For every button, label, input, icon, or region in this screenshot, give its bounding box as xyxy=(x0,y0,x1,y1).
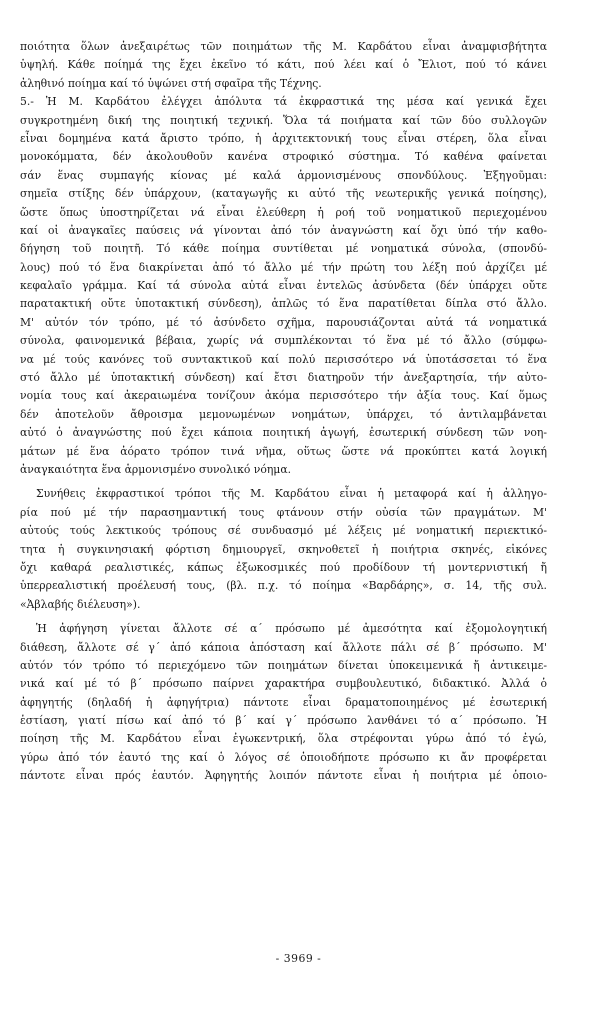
text-line: πάντοτε εἶναι πρός ἑαυτόν. Ἀφηγητής λοιπόν πάντοτε εἶναι ἡ ποιήτρια μέ ὁποιο- xyxy=(20,769,547,783)
text-line: δέν ἀποτελοῦν ἄθροισμα μεμονωμένων νοημάτων, ὑπάρχει, τό ἀντιλαμβάνεται xyxy=(20,407,547,421)
page-number: - 3969 - xyxy=(275,952,322,965)
text-line: εἶναι δομημένα κατά ἄριστο τρόπο, ἡ ἀρχιτεκτονική τους εἶναι στέρεη, ὅλα εἶναι xyxy=(20,131,547,145)
text-line: να μέ τούς κανόνες τοῦ συντακτικοῦ καί πολύ περισσότερο νά ὑποτάσσεται τό ἕνα xyxy=(20,352,547,366)
text-line: διάθεση, ἄλλοτε σέ γ΄ ἀπό κάποια ἀπόσταση καί ἄλλοτε πάλι σέ β΄ πρόσωπο. Μ' xyxy=(20,640,547,654)
text-line: ὥστε ὅπως ὑποστηρίζεται νά εἶναι ἐλεύθερη ἡ ροή τοῦ νοηματικοῦ περιεχομένου xyxy=(20,205,547,219)
page-body xyxy=(20,38,547,786)
text-line: παρατακτική οὔτε ὑποτακτική σύνδεση), ἁπλῶς τό ἕνα παρατίθεται δίπλα στό ἄλλο. xyxy=(20,297,547,311)
text-line: 5.- Ἡ Μ. Καρδάτου ἐλέγχει ἀπόλυτα τά ἐκφραστικά της μέσα καί γενικά ἔχει xyxy=(20,95,547,109)
text-line: ὄχι καθαρά ρεαλιστικές, κάπως ἐξωκοσμικές πού προδίδουν τή μοντερνιστική ἤ xyxy=(20,560,547,574)
text-line: μάτων μέ ἕνα ἀόρατο τρόπον τινά νῆμα, οὕτως ὥστε νά προκύπτει κατά λογική xyxy=(20,444,547,458)
paragraph xyxy=(20,620,547,786)
text-line: σημεῖα στίξης δέν ὑπάρχουν, (καταγωγῆς κι αὐτό τῆς νεωτερικῆς γενικά ποίησης), xyxy=(20,187,547,201)
text-line: τητα ἡ συγκινησιακή φόρτιση δημιουργεῖ, σκηνοθετεῖ ἡ ποιήτρια σκηνές, εἰκόνες xyxy=(20,542,547,556)
text-line: ποιότητα ὅλων ἀνεξαιρέτως τῶν ποιημάτων τῆς Μ. Καρδάτου εἶναι ἀναμφισβήτητα xyxy=(20,40,547,53)
text-line: κεφαλαῖο γράμμα. Καί τά σύνολα αὐτά εἶναι ἐντελῶς ἀσύνδετα (δέν ὑπάρχει οὔτε xyxy=(20,279,547,293)
text-line: ὑψηλή. Κάθε ποίημά της ἔχει ἐκεῖνο τό κάτι, πού λέει καί ὁ Ἔλιοτ, πού τό κάνει xyxy=(20,58,547,72)
text-line: «Ἀβλαβής διέλευση»). xyxy=(20,597,141,611)
text-line: Ἡ ἀφήγηση γίνεται ἄλλοτε σέ α΄ πρόσωπο μέ ἀμεσότητα καί ἐξομολογητική xyxy=(36,622,547,636)
text-line: αὐτούς τούς λεκτικούς τρόπους σέ συνδυασμό μέ λέξεις μέ νοηματική περιεκτικό- xyxy=(20,524,547,538)
text-line: μονοκόμματα, δέν ἀκολουθοῦν κανένα στροφικό σύστημα. Τό καθένα φαίνεται xyxy=(20,150,547,164)
text-line: ἀναγκαιότητα ἕνα ἁρμονισμένο συνολικό νόημα. xyxy=(20,462,292,476)
paragraph xyxy=(20,38,547,93)
text-line: νομία τους καί ἀκεραιωμένα τονίζουν ἀκόμα περισσότερο τήν ἀξία τους. Καί ὅμως xyxy=(20,389,547,403)
text-line: σάν ἕνας συμπαγής κίονας μέ καλά ἁρμονισμένους σπονδύλους. Ἐξηγοῦμαι: xyxy=(20,168,547,182)
text-line: αὐτόν τόν τρόπο τό περιεχόμενο τῶν ποιημάτων δίνεται ὑποκειμενικά ἤ ἀντικειμε- xyxy=(20,658,547,672)
text-line: ἀληθινό ποίημα καί τό ὑψώνει στή σφαῖρα τῆς Τέχνης. xyxy=(20,76,322,90)
text-line: σύνολα, φαινομενικά βέβαια, χωρίς νά συμπλέκονται τό ἕνα μέ τό ἄλλο (σύμφω- xyxy=(20,334,547,348)
text-line: Συνήθεις ἐκφραστικοί τρόποι τῆς Μ. Καρδάτου εἶναι ἡ μεταφορά καί ἡ ἀλληγο- xyxy=(36,487,547,501)
text-line: ὑπερρεαλιστική προέλευσή τους, (βλ. π.χ. τό ποίημα «Βαρδάρης», σ. 14, τῆς συλ. xyxy=(20,579,547,593)
text-line: αὐτό ὁ ἀναγνώστης πού ἔχει κάποια ποιητική ἀγωγή, ἐσωτερική σύνδεση τῶν νοη- xyxy=(20,426,547,440)
paragraph xyxy=(20,485,547,614)
text-line: καί οἱ ἀναγκαῖες παύσεις νά γίνονται ἀπό τόν ἀναγνώστη καί ὄχι ὑπό τήν καθο- xyxy=(20,223,547,237)
text-line: γύρω ἀπό τόν ἑαυτό της καί ὁ λόγος σέ ὁποιοδήποτε πρόσωπο κι ἄν προφέρεται xyxy=(20,750,547,764)
text-line: νικά καί μέ τό β΄ πρόσωπο παίρνει χαρακτήρα συμβουλευτικό, διδακτικό. Ἀλλά ὁ xyxy=(20,677,547,691)
text-line: ποίηση τῆς Μ. Καρδάτου εἶναι ἐγωκεντρική, ὅλα στρέφονται γύρω ἀπό τό ἐγώ, xyxy=(20,732,547,746)
text-line: δήγηση τοῦ ποιητῆ. Τό κάθε ποίημα συντίθεται μέ νοηματικά σύνολα, (σπονδύ- xyxy=(20,242,547,256)
text-line: λους) πού τό ἕνα διακρίνεται ἀπό τό ἄλλο μέ τήν πρώτη του λέξη πού ἀρχίζει μέ xyxy=(20,260,547,274)
paragraph xyxy=(20,93,547,479)
text-line: ἑστίαση, γιατί πίσω καί ἀπό τό β΄ καί γ΄ πρόσωπο λανθάνει τό α΄ πρόσωπο. Ἡ xyxy=(20,714,547,728)
text-line: Μ' αὐτόν τόν τρόπο, μέ τό ἀσύνδετο σχῆμα, παρουσιάζονται αὐτά τά νοηματικά xyxy=(20,315,547,329)
text-line: συγκροτημένη δική της ποιητική τεχνική. Ὅλα τά ποιήματα καί τῶν δύο συλλογῶν xyxy=(20,113,547,127)
text-line: ρία πού μέ τήν παρασημαντική τους φτάνουν στήν οὐσία τῶν πραγμάτων. Μ' xyxy=(20,505,547,519)
text-line: στό ἄλλο μέ ὑποτακτική σύνδεση) καί ἔτσι διατηροῦν τήν ἀνεξαρτησία, τήν αὐτο- xyxy=(20,371,547,385)
text-line: ἀφηγητής (δηλαδή ἡ ἀφηγήτρια) πάντοτε εἶναι δραματοποιημένος μέ ἐσωτερική xyxy=(20,695,547,709)
